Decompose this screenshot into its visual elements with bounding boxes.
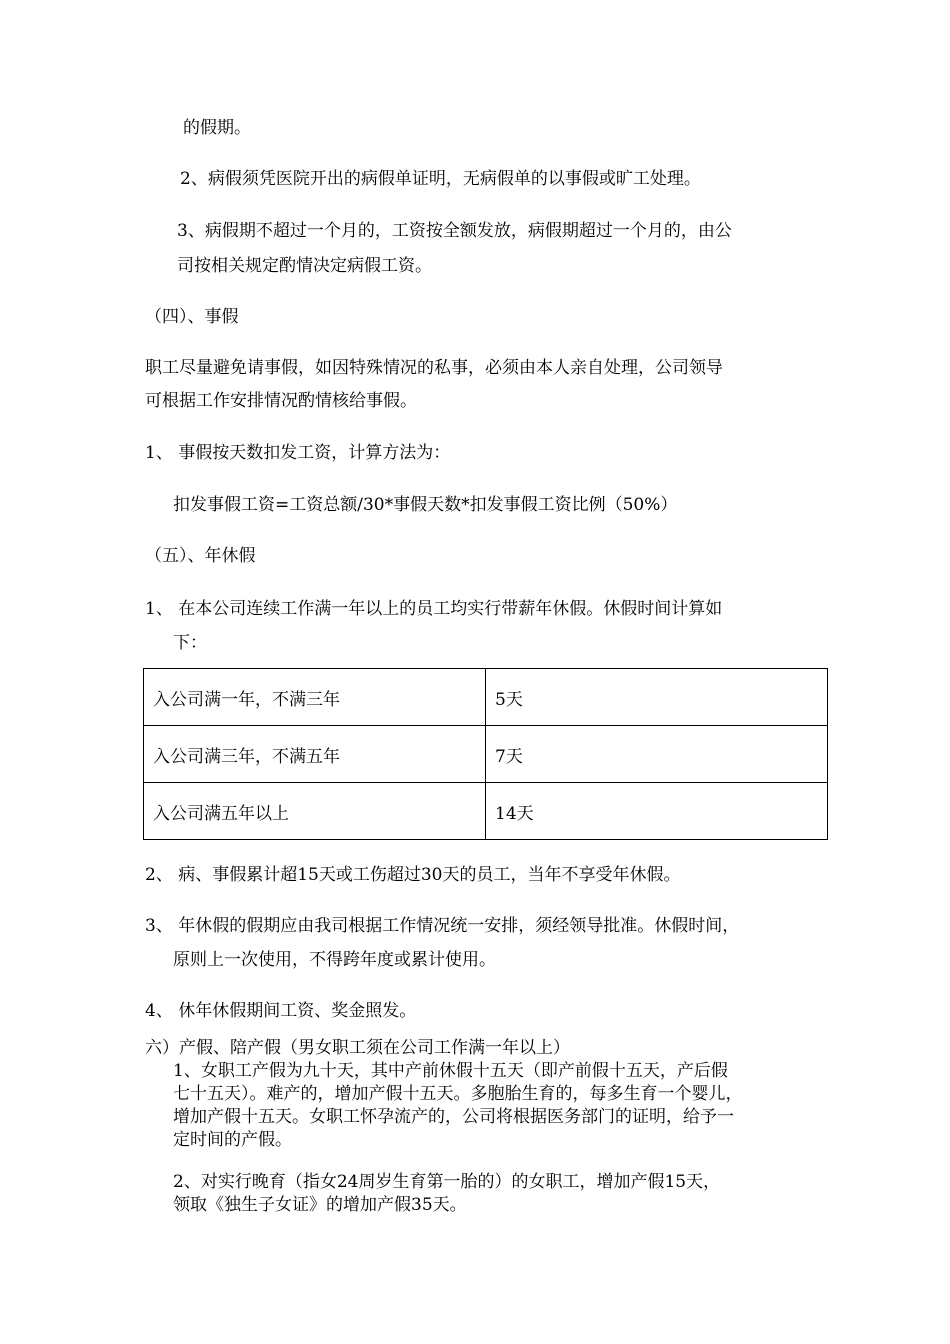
paragraph-personal-leave-deduction: 1、 事假按天数扣发工资，计算方法为： (145, 443, 451, 463)
paragraph-sick-leave-certificate: 2、病假须凭医院开出的病假单证明，无病假单的以事假或旷工处理。 (180, 169, 701, 189)
table-row (144, 726, 828, 783)
paragraph-maternity-line2: 七十五天）。难产的，增加产假十五天。多胞胎生育的，每多生育一个婴儿， (173, 1084, 743, 1104)
paragraph-personal-leave-line1: 职工尽量避免请事假，如因特殊情况的私事，必须由本人亲自处理，公司领导 (145, 358, 723, 378)
paragraph-maternity-line3: 增加产假十五天。女职工怀孕流产的，公司将根据医务部门的证明，给予一 (173, 1107, 734, 1127)
heading-annual-leave: （五）、年休假 (145, 546, 256, 566)
paragraph-personal-leave-line2: 可根据工作安排情况酌情核给事假。 (145, 391, 417, 411)
paragraph-annual-leave-arrangement-line1: 3、 年休假的假期应由我司根据工作情况统一安排，须经领导批准。休假时间， (145, 916, 740, 936)
paragraph-deduction-formula: 扣发事假工资=工资总额/30*事假天数*扣发事假工资比例（50%） (173, 495, 678, 515)
table-cell-days: 14天 (486, 783, 828, 840)
table-row (144, 783, 828, 840)
paragraph-maternity-line1: 1、女职工产假为九十天，其中产前休假十五天（即产前假十五天，产后假 (173, 1061, 728, 1081)
annual-leave-table (143, 668, 828, 840)
table-cell-days: 7天 (486, 726, 828, 783)
paragraph-sick-leave-pay-line2: 司按相关规定酌情决定病假工资。 (177, 256, 432, 276)
paragraph-sick-leave-tail: 的假期。 (183, 118, 251, 138)
heading-maternity-leave: 六）产假、陪产假（男女职工须在公司工作满一年以上） (145, 1038, 570, 1058)
paragraph-maternity-line4: 定时间的产假。 (173, 1130, 292, 1150)
paragraph-annual-leave-line1: 1、 在本公司连续工作满一年以上的员工均实行带薪年休假。休假时间计算如 (145, 599, 723, 619)
paragraph-annual-leave-line2: 下： (173, 633, 207, 653)
paragraph-annual-leave-exclusion: 2、 病、事假累计超15天或工伤超过30天的员工，当年不享受年休假。 (145, 865, 681, 885)
table-cell-tenure: 入公司满三年，不满五年 (144, 726, 486, 783)
heading-personal-leave: （四）、事假 (145, 307, 239, 327)
table-cell-days: 5天 (486, 669, 828, 726)
paragraph-sick-leave-pay-line1: 3、病假期不超过一个月的，工资按全额发放，病假期超过一个月的，由公 (177, 221, 732, 241)
paragraph-late-childbirth-line2: 领取《独生子女证》的增加产假35天。 (173, 1195, 467, 1215)
paragraph-late-childbirth-line1: 2、对实行晚育（指女24周岁生育第一胎的）的女职工，增加产假15天， (173, 1172, 721, 1192)
paragraph-annual-leave-pay: 4、 休年休假期间工资、奖金照发。 (145, 1001, 417, 1021)
table-cell-tenure: 入公司满五年以上 (144, 783, 486, 840)
table-row (144, 669, 828, 726)
table-cell-tenure: 入公司满一年，不满三年 (144, 669, 486, 726)
paragraph-annual-leave-arrangement-line2: 原则上一次使用，不得跨年度或累计使用。 (173, 950, 496, 970)
